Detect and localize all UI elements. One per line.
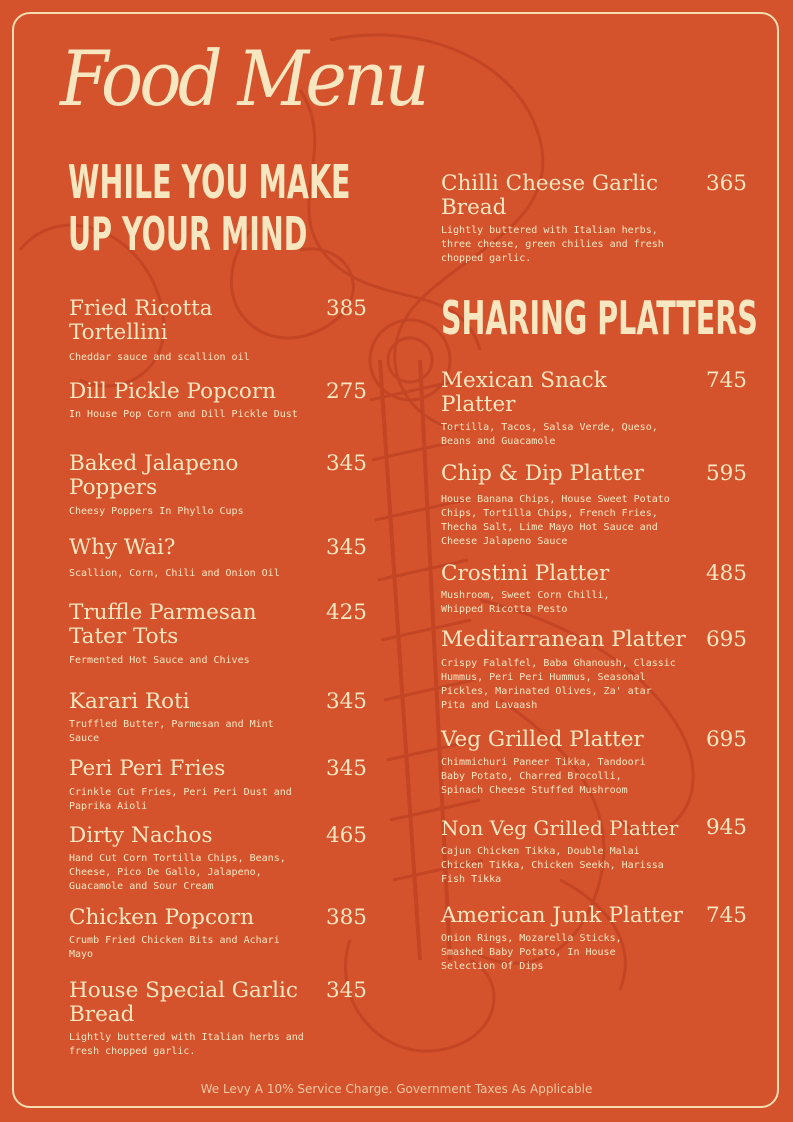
service-charge-note: We Levy A 10% Service Charge. Government Taxes As Applicable (200, 1082, 593, 1096)
item-description: Onion Rings, Mozarella Sticks, Smashed Baby Potato, In House Selection Of Dips (441, 933, 622, 972)
item-name: American Junk Platter (441, 903, 683, 928)
item-description: Hand Cut Corn Tortilla Chips, Beans, Cheese, Pico De Gallo, Jalapeno, Guacamole and Sour Cream (69, 853, 286, 892)
item-price: 345 (325, 689, 367, 714)
item-name: House Special Garlic Bread (69, 978, 298, 1027)
item-description: Tortilla, Tacos, Salsa Verde, Queso, Beans and Guacamole (441, 422, 658, 447)
item-price: 345 (325, 756, 367, 781)
section-heading-sharing-platters: SHARING PLATTERS (441, 291, 758, 345)
item-description: Mushroom, Sweet Corn Chilli, Whipped Ricotta Pesto (441, 590, 610, 615)
item-price: 945 (705, 815, 747, 840)
item-price: 695 (705, 727, 747, 752)
item-description: Lightly buttered with Italian herbs and fresh chopped garlic. (69, 1032, 304, 1057)
item-name: Chicken Popcorn (69, 905, 255, 930)
item-price: 275 (325, 379, 367, 404)
item-description: Crumb Fried Chicken Bits and Achari Mayo (69, 935, 280, 960)
item-description: Crinkle Cut Fries, Peri Peri Dust and Paprika Aioli (69, 787, 292, 812)
item-description: Truffled Butter, Parmesan and Mint Sauce (69, 719, 274, 744)
item-price: 385 (325, 296, 367, 321)
item-name: Fried Ricotta Tortellini (69, 296, 213, 345)
item-description: Cajun Chicken Tikka, Double Malai Chicken Tikka, Chicken Seekh, Harissa Fish Tikka (441, 846, 664, 885)
item-name: Dill Pickle Popcorn (69, 379, 276, 404)
item-description: Crispy Falalfel, Baba Ghanoush, Classic Hummus, Peri Peri Hummus, Seasonal Pickles, Marinated Olives, Za' atar Pita and Lavaash (441, 658, 676, 711)
item-description: Scallion, Corn, Chili and Onion Oil (69, 568, 280, 579)
item-description: Lightly buttered with Italian herbs, three cheese, green chilies and fresh chopped garlic. (441, 225, 664, 264)
item-name: Mexican Snack Platter (441, 368, 607, 417)
item-price: 365 (705, 171, 747, 196)
item-description: Chimmichuri Paneer Tikka, Tandoori Baby Potato, Charred Brocolli, Spinach Cheese Stuffed Mushroom (441, 757, 646, 796)
item-name: Why Wai? (69, 535, 176, 560)
section-heading-mind: WHILE YOU MAKE UP YOUR MIND (68, 155, 351, 261)
item-price: 425 (325, 600, 367, 625)
item-description: Fermented Hot Sauce and Chives (69, 655, 250, 666)
item-name: Non Veg Grilled Platter (441, 816, 679, 840)
page-title: Food Menu (60, 34, 426, 123)
item-price: 385 (325, 905, 367, 930)
item-name: Meditarranean Platter (441, 627, 686, 652)
item-name: Chip & Dip Platter (441, 461, 644, 486)
item-price: 745 (705, 903, 747, 928)
item-name: Crostini Platter (441, 561, 610, 586)
item-price: 595 (705, 461, 747, 486)
item-price: 745 (705, 368, 747, 393)
item-name: Chilli Cheese Garlic Bread (441, 171, 659, 220)
item-name: Veg Grilled Platter (441, 727, 644, 752)
item-description: Cheddar sauce and scallion oil (69, 352, 250, 363)
item-price: 345 (325, 451, 367, 476)
item-name: Karari Roti (69, 689, 190, 714)
item-name: Truffle Parmesan Tater Tots (69, 600, 257, 649)
item-description: In House Pop Corn and Dill Pickle Dust (69, 409, 298, 420)
item-price: 465 (325, 823, 367, 848)
item-price: 345 (325, 535, 367, 560)
item-name: Dirty Nachos (69, 823, 213, 848)
item-description: House Banana Chips, House Sweet Potato Chips, Tortilla Chips, French Fries, Thecha Salt, Lime Mayo Hot Sauce and Cheese Jalapeno Sauce (441, 494, 670, 547)
item-description: Cheesy Poppers In Phyllo Cups (69, 506, 244, 517)
item-name: Peri Peri Fries (69, 756, 226, 781)
item-price: 485 (705, 561, 747, 586)
item-price: 345 (325, 978, 367, 1003)
item-price: 695 (705, 627, 747, 652)
item-name: Baked Jalapeno Poppers (69, 451, 239, 500)
